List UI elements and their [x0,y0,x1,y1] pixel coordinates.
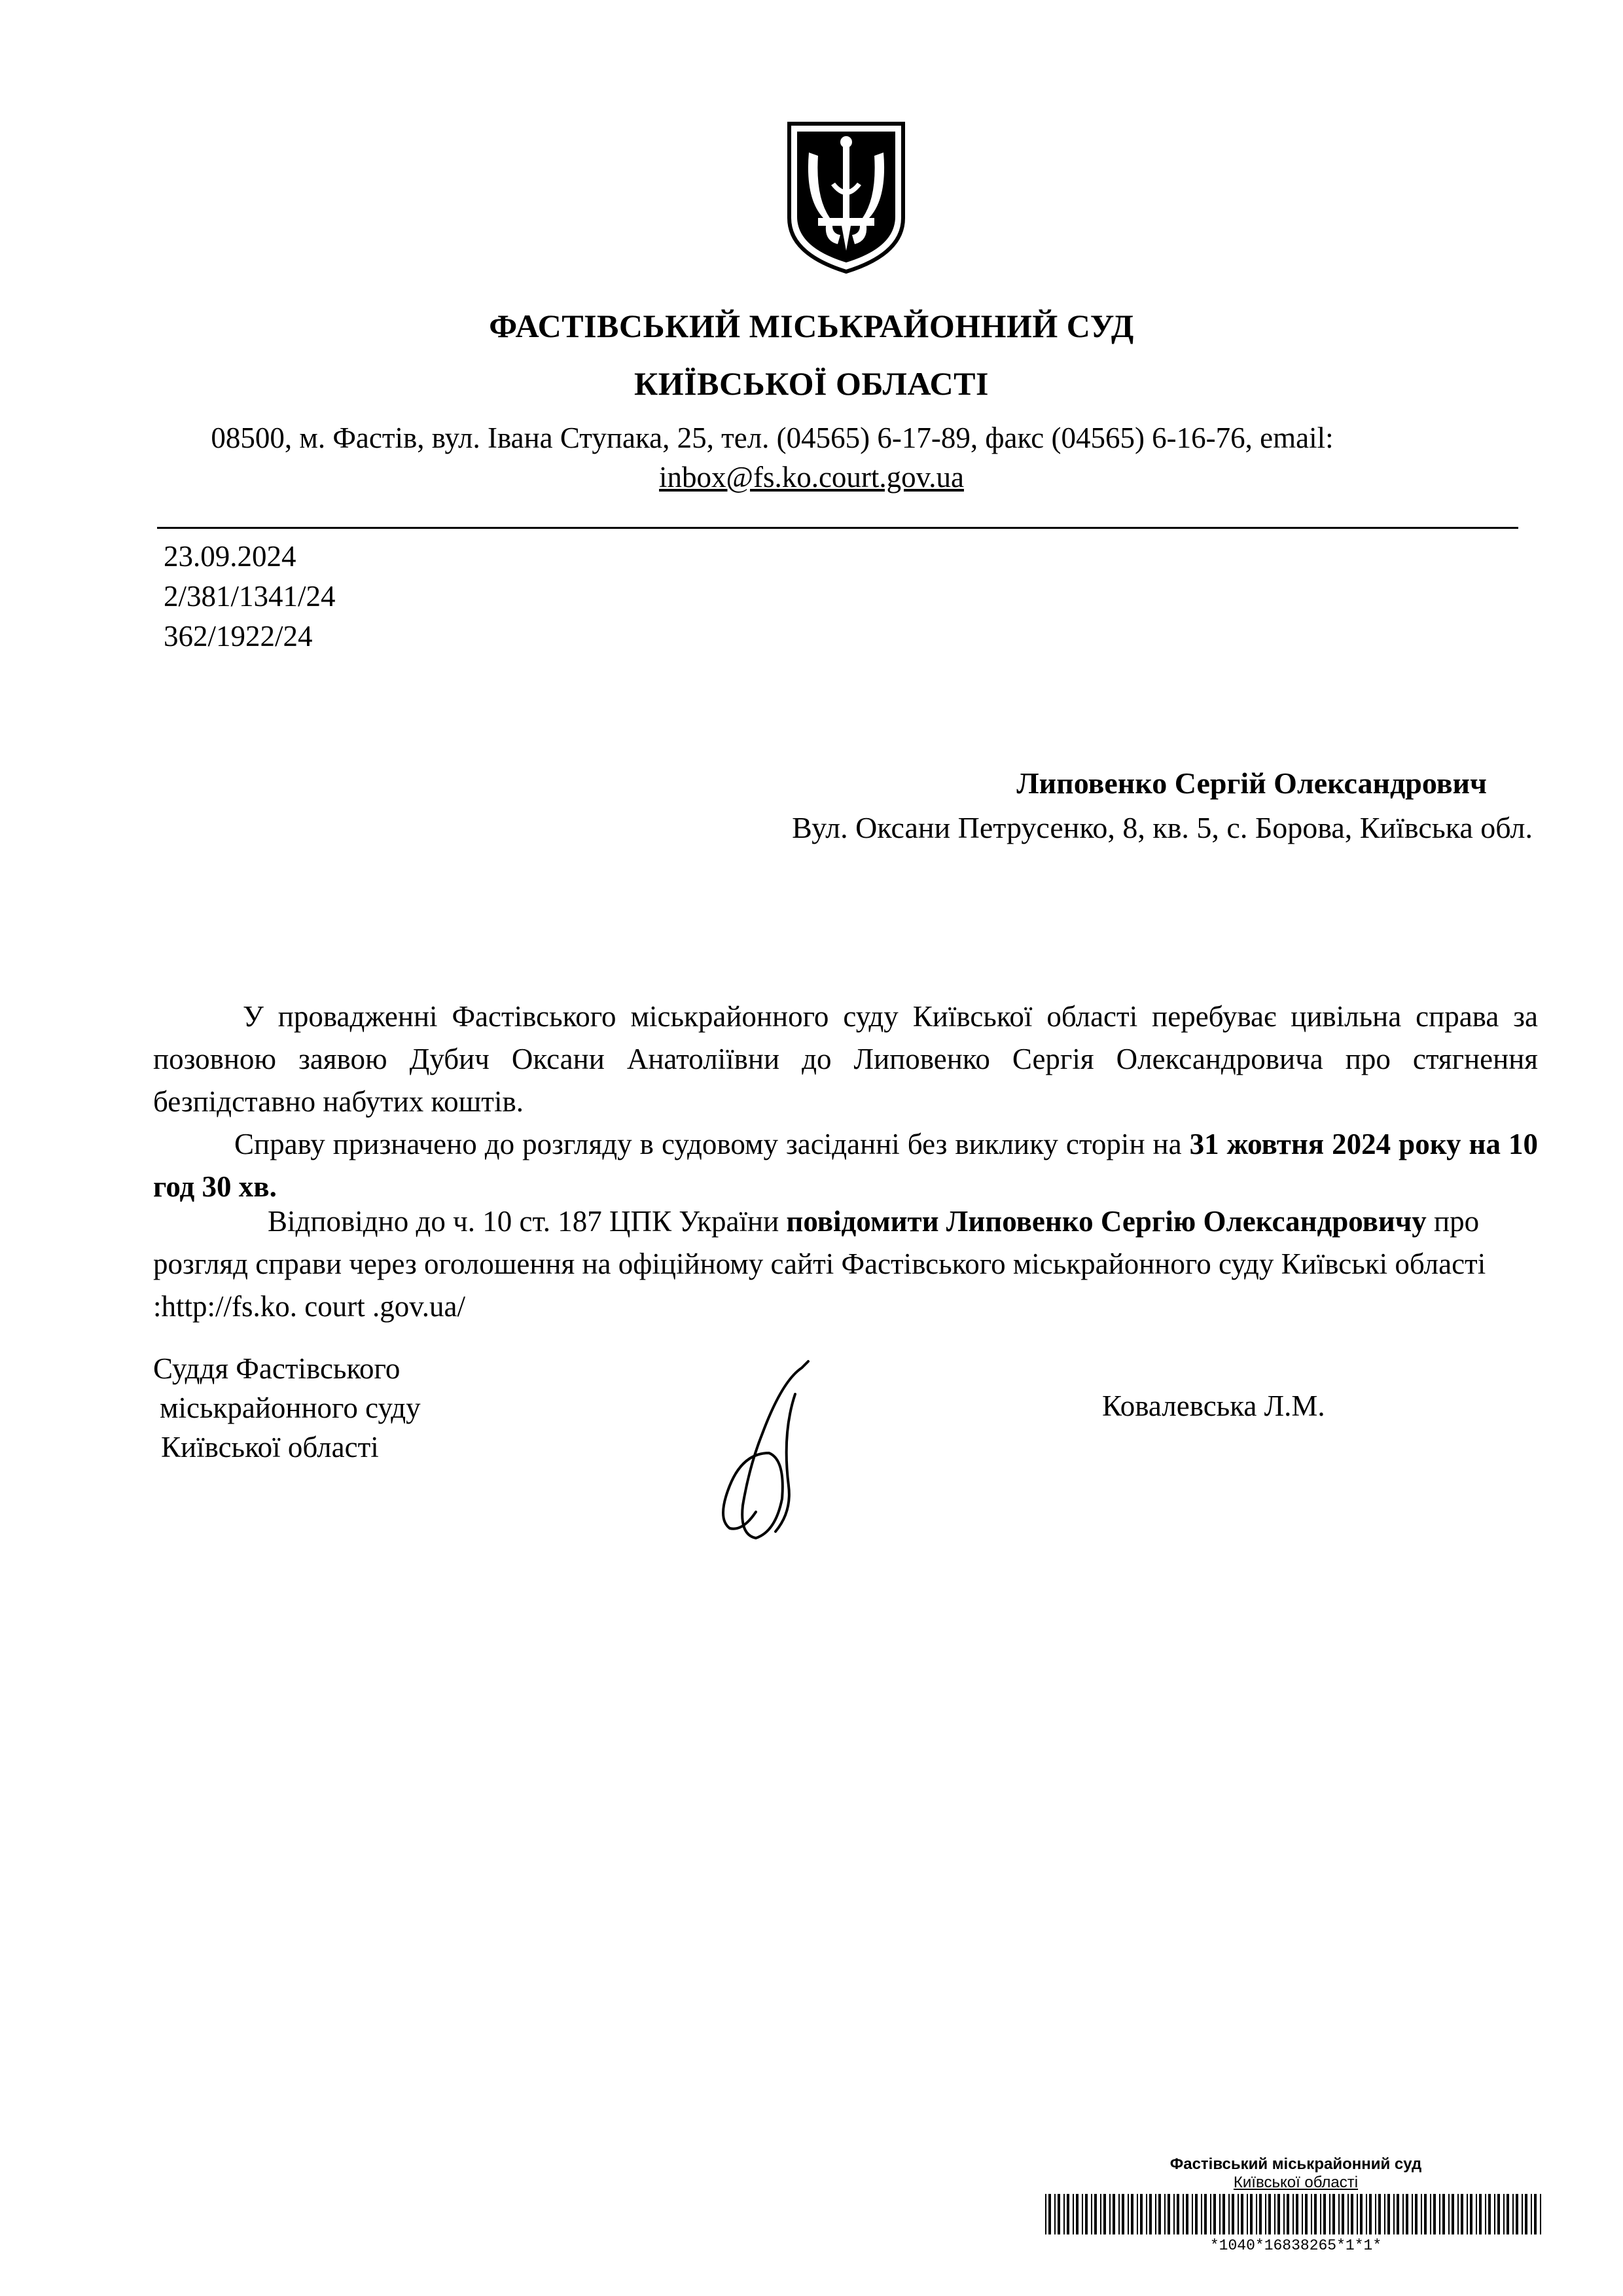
notice-text-end: про розгляд справи через оголошення на офіційному сайті Фастівського міськрайонного суду Київські області :http://fs.ko. court .gov.ua/ [153,1205,1486,1323]
barcode-bar [1287,2194,1289,2234]
barcode-bar [1452,2194,1454,2234]
barcode-bar [1256,2194,1257,2234]
barcode-bar [1360,2194,1363,2234]
stamp-region: Київської області [1233,2174,1359,2191]
barcode-bar [1342,2194,1344,2234]
barcode-bar [1338,2194,1340,2234]
barcode-bar [1384,2194,1385,2234]
barcode-bar [1250,2194,1253,2234]
barcode-bar [1173,2194,1175,2234]
barcode-bar [1497,2194,1500,2234]
barcode-bar [1479,2194,1482,2234]
barcode-bar [1094,2194,1097,2234]
barcode-bar [1283,2194,1285,2234]
barcode-bar [1293,2194,1294,2234]
barcode-bar [1045,2194,1046,2234]
barcode-bar [1177,2194,1179,2234]
barcode-bar [1113,2194,1115,2234]
barcode-bar [1054,2194,1056,2234]
barcode-bar [1048,2194,1051,2234]
body-paragraph-1: У провадженні Фастівського міськрайонного суду Київської області перебуває цивільна справа за позовною заявою Дубич Оксани Анатоліївни до Липовенко Сергія Олександровича про стягнення безпідставно набутих коштів. [153,1000,1538,1118]
barcode-bar [1091,2194,1092,2234]
barcode-bar [1393,2194,1395,2234]
barcode-bar [1442,2194,1445,2234]
barcode-bar [1503,2194,1505,2234]
barcode-bar [1265,2194,1266,2234]
barcode-bar [1228,2194,1230,2234]
barcode-bar [1274,2194,1275,2234]
barcode-bar [1347,2194,1349,2234]
barcode-bar [1232,2194,1234,2234]
barcode-bar [1415,2194,1418,2234]
header-divider [157,527,1518,529]
barcode-bar [1302,2194,1303,2234]
notice-recipient: повідомити Липовенко Сергію Олександровичу [786,1205,1427,1238]
barcode-bar [1485,2194,1486,2234]
barcode-bar [1323,2194,1326,2234]
barcode-bar [1192,2194,1193,2234]
notice-text-start: Відповідно до ч. 10 ст. 187 ЦПК України [268,1205,787,1238]
barcode-bar [1058,2194,1060,2234]
barcode-bar [1164,2194,1166,2234]
recipient-address: Вул. Оксани Петрусенко, 8, кв. 5, с. Борова, Київська обл. [792,811,1533,844]
barcode-bar [1540,2194,1541,2234]
barcode-bar [1082,2194,1083,2234]
barcode-bar [1516,2194,1518,2234]
barcode-bar [1204,2194,1207,2234]
barcode-bar [1146,2194,1147,2234]
barcode-bar [1241,2194,1243,2234]
court-name-line1: ФАСТІВСЬКИЙ МІСЬКРАЙОННИЙ СУД [489,308,1134,344]
barcode-bar [1155,2194,1156,2234]
barcode-bar [1366,2194,1367,2234]
barcode-bar [1406,2194,1408,2234]
barcode-bar [1448,2194,1450,2234]
barcode-bar [1268,2194,1271,2234]
barcode-bar [1186,2194,1188,2234]
barcode-bar [1421,2194,1422,2234]
stamp-code: *1040*16838265*1*1* [1209,2237,1382,2254]
barcode-bar [1311,2194,1312,2234]
proceeding-number: 362/1922/24 [164,620,313,653]
barcode-bar [1476,2194,1477,2234]
barcode-bar [1397,2194,1399,2234]
barcode-bar [1140,2194,1143,2234]
barcode-bar [1259,2194,1262,2234]
barcode-bar [1402,2194,1404,2234]
barcode-bar [1320,2194,1321,2234]
barcode-bar [1467,2194,1468,2234]
barcode-bar [1332,2194,1335,2234]
court-email-row [0,460,1623,494]
barcode-bar [1247,2194,1248,2234]
hearing-text: Справу призначено до розгляду в судовому засіданні без виклику сторін на [234,1128,1190,1160]
barcode [1045,2194,1546,2234]
recipient-name: Липовенко Сергій Олександрович [1016,766,1487,800]
barcode-bar [1522,2194,1523,2234]
barcode-bar [1085,2194,1088,2234]
barcode-bar [1128,2194,1129,2234]
handwritten-signature [704,1355,821,1545]
barcode-bar [1531,2194,1532,2234]
barcode-bar [1375,2194,1376,2234]
barcode-bar [1369,2194,1372,2234]
barcode-bar [1430,2194,1431,2234]
barcode-bar [1412,2194,1413,2234]
body-paragraph-2 [153,1123,1538,1208]
judge-title-line2: міськрайонного суду [160,1391,421,1424]
barcode-bar [1158,2194,1161,2234]
barcode-bar [1195,2194,1198,2234]
body-paragraph-3 [153,1200,1538,1328]
barcode-bar [1357,2194,1358,2234]
barcode-bar [1525,2194,1527,2234]
barcode-bar [1122,2194,1124,2234]
barcode-bar [1168,2194,1170,2234]
barcode-bar [1387,2194,1390,2234]
barcode-bar [1109,2194,1111,2234]
barcode-bar [1439,2194,1440,2234]
court-address: 08500, м. Фастів, вул. Івана Ступака, 25, тел. (04565) 6-17-89, факс (04565) 6-16-76, email: [211,422,1334,454]
judge-title-line3: Київської області [161,1431,379,1463]
barcode-bar [1222,2194,1225,2234]
barcode-bar [1100,2194,1101,2234]
court-name-line2: КИЇВСЬКОЇ ОБЛАСТІ [634,365,989,402]
barcode-bar [1213,2194,1216,2234]
barcode-bar [1507,2194,1509,2234]
hearing-datetime: 31 жовтня 2024 року на 10 год 30 хв. [153,1128,1538,1203]
barcode-bar [1118,2194,1120,2234]
barcode-bar [1488,2194,1491,2234]
barcode-bar [1238,2194,1239,2234]
registration-stamp [1041,2155,1551,2289]
barcode-bar [1210,2194,1211,2234]
judge-title-line1: Суддя Фастівського [153,1352,401,1385]
barcode-bar [1329,2194,1330,2234]
barcode-bar [1433,2194,1436,2234]
barcode-bar [1305,2194,1308,2234]
barcode-bar [1512,2194,1514,2234]
barcode-bar [1149,2194,1152,2234]
letter-date: 23.09.2024 [164,540,296,573]
barcode-bar [1314,2194,1317,2234]
barcode-bar [1461,2194,1463,2234]
barcode-bar [1424,2194,1427,2234]
barcode-bar [1103,2194,1106,2234]
barcode-bar [1296,2194,1298,2234]
barcode-bar [1137,2194,1138,2234]
barcode-bar [1277,2194,1280,2234]
barcode-bar [1063,2194,1065,2234]
barcode-bar [1073,2194,1074,2234]
judge-name: Ковалевська Л.М. [1102,1390,1325,1422]
barcode-bar [1494,2194,1495,2234]
barcode-bar [1131,2194,1133,2234]
case-number: 2/381/1341/24 [164,580,336,613]
coat-of-arms-icon [785,120,907,276]
barcode-bar [1201,2194,1202,2234]
court-email-link[interactable]: inbox@fs.ko.court.gov.ua [659,461,964,493]
barcode-bar [1457,2194,1459,2234]
barcode-bar [1067,2194,1069,2234]
barcode-bar [1219,2194,1221,2234]
barcode-bar [1378,2194,1381,2234]
barcode-bar [1470,2194,1472,2234]
barcode-bar [1183,2194,1184,2234]
barcode-bar [1534,2194,1537,2234]
barcode-bar [1351,2194,1353,2234]
stamp-court-name: Фастівський міськрайонний суд [1169,2155,1422,2173]
barcode-bar [1076,2194,1079,2234]
